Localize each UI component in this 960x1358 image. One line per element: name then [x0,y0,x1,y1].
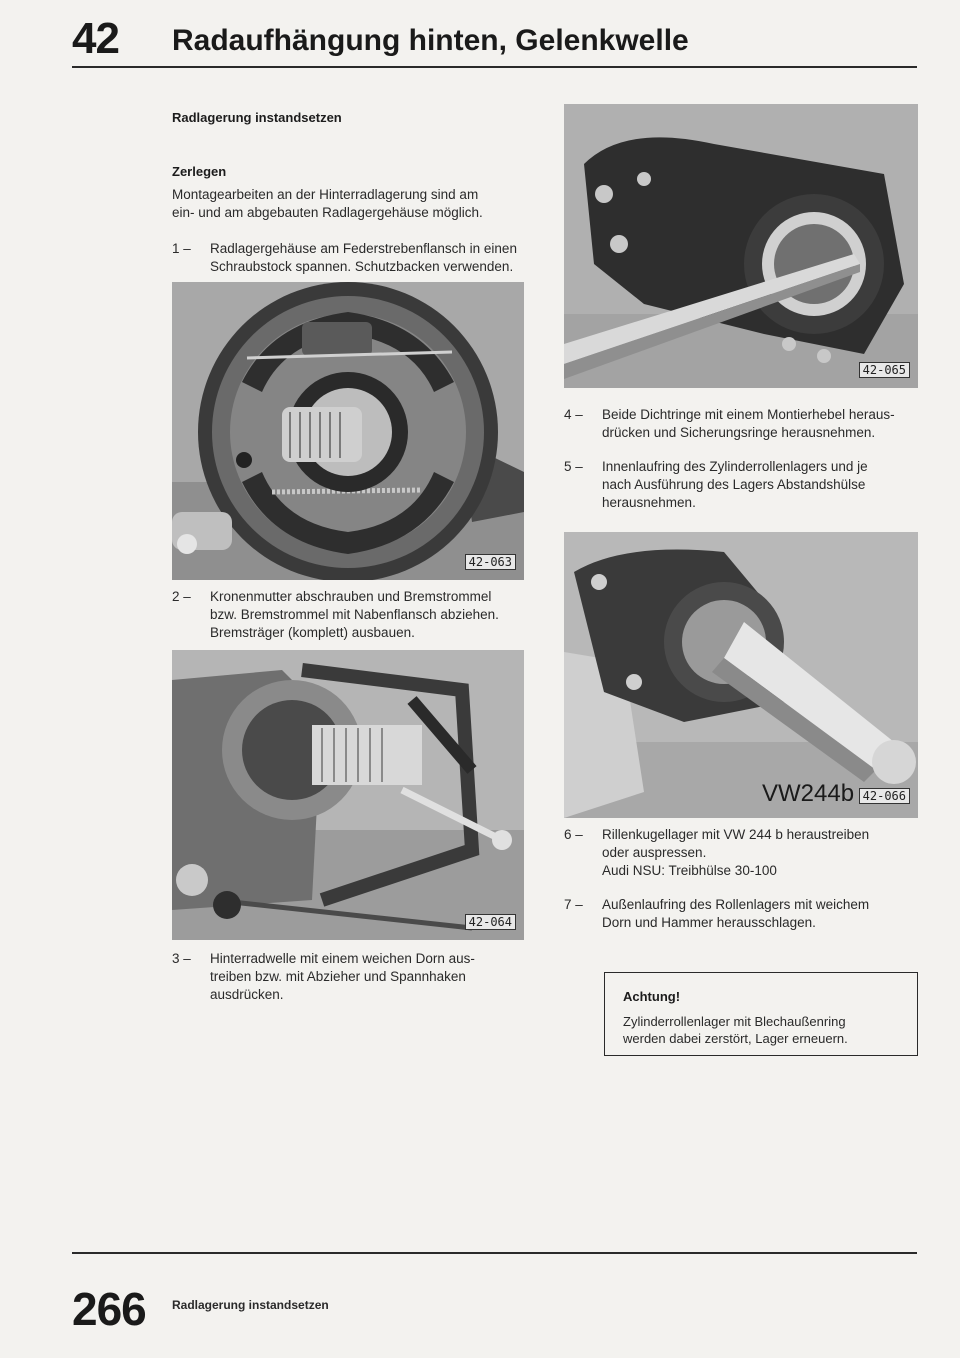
seal-removal-photo [564,104,918,388]
chapter-number: 42 [72,14,119,63]
step-line: Dorn und Hammer herausschlagen. [602,915,816,930]
step-line: Kronenmutter abschrauben und Bremstrommel [210,589,492,604]
step-3 [172,950,542,1008]
step-line: Innenlaufring des Zylinderrollenlagers und je [602,459,868,474]
figure-42-064 [172,650,524,940]
step-line: drücken und Sicherungsringe herausnehmen. [602,425,876,440]
step-2 [172,588,542,646]
note-line: werden dabei zerstört, Lager erneuern. [623,1031,848,1046]
step-number: 4 – [564,407,583,422]
tool-label: VW244b [762,780,855,807]
footer-rule [72,1252,917,1254]
step-line: Schraubstock spannen. Schutzbacken verwenden. [210,259,514,274]
step-line: Bremsträger (komplett) ausbauen. [210,625,415,640]
figure-42-066 [564,532,918,818]
figure-label: 42-063 [465,554,516,570]
step-line: nach Ausführung des Lagers Abstandshülse [602,477,866,492]
step-number: 2 – [172,589,191,604]
figure-label: 42-064 [465,914,516,930]
step-line: Außenlaufring des Rollenlagers mit weichem [602,897,870,912]
step-line: ausdrücken. [210,987,284,1002]
step-4 [564,406,944,446]
step-line: Beide Dichtringe mit einem Montierhebel heraus- [602,407,895,422]
figure-label: 42-066 [859,788,910,804]
page-number: 266 [72,1283,146,1335]
step-6 [564,826,944,884]
warning-note [604,972,918,1056]
bearing-drift-photo [564,532,918,818]
header-rule [72,66,917,68]
figure-42-063 [172,282,524,580]
step-number: 7 – [564,897,583,912]
step-5 [564,458,944,516]
figure-42-065 [564,104,918,388]
note-line: Zylinderrollenlager mit Blechaußenring [623,1014,846,1029]
step-number: 6 – [564,827,583,842]
intro-line: Montagearbeiten an der Hinterradlagerung sind am [172,187,479,202]
step-line: herausnehmen. [602,495,696,510]
step-number: 3 – [172,951,191,966]
subsection-title: Zerlegen [172,164,227,179]
step-line: bzw. Bremstrommel mit Nabenflansch abziehen. [210,607,499,622]
puller-photo [172,650,524,940]
intro-paragraph [172,186,532,222]
chapter-title: Radaufhängung hinten, Gelenkwelle [172,24,689,57]
intro-line: ein- und am abgebauten Radlagergehäuse möglich. [172,205,483,220]
step-1 [172,240,542,280]
brake-assembly-photo [172,282,524,580]
step-line: Radlagergehäuse am Federstrebenflansch in einen [210,241,517,256]
section-title: Radlagerung instandsetzen [172,110,342,125]
step-number: 1 – [172,241,191,256]
step-line: treiben bzw. mit Abzieher und Spannhaken [210,969,466,984]
note-text [623,1013,848,1047]
figure-label: 42-065 [859,362,910,378]
step-number: 5 – [564,459,583,474]
note-title: Achtung! [623,989,681,1004]
step-7 [564,896,944,936]
step-line: Rillenkugellager mit VW 244 b heraustreiben [602,827,870,842]
step-line: Hinterradwelle mit einem weichen Dorn aus- [210,951,475,966]
step-line: oder auspressen. [602,845,707,860]
step-line: Audi NSU: Treibhülse 30-100 [602,863,777,878]
footer-section-title: Radlagerung instandsetzen [172,1298,329,1312]
